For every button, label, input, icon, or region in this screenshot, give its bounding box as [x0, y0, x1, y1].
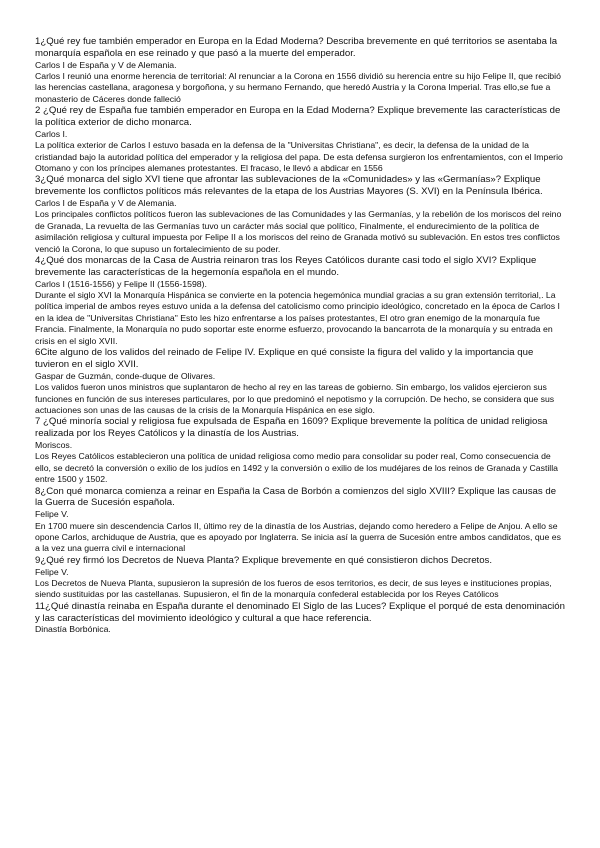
answer-body-2: La política exterior de Carlos I estuvo basada en la defensa de la "Universitas Christiana", es decir, la defensa de la unidad de la cristiandad bajo la autoridad política del emperador y la religiosa del papa. De esta defensa surgieron los enfrentamientos, con el Imperio Otomano y con los príncipes alemanes protestantes. El fracaso, le llevó a abdicar en 1556	[35, 140, 563, 174]
question-4: 4¿Qué dos monarcas de la Casa de Austria reinaron tras los Reyes Católicos durante casi todo el siglo XVI? Explique brevemente las características de la hegemonía española en el mundo.	[35, 255, 537, 278]
answer-body-9: Los Decretos de Nueva Planta, supusieron la supresión de los fueros de esos territorios, es decir, de sus leyes e instituciones propias, siendo sustituidas por las castellanas. Supusieron, el fin de la monarquía confederal establecida por los Reyes Católicos	[35, 577, 552, 600]
qa-item-8	[35, 486, 566, 555]
question-9: 9¿Qué rey firmó los Decretos de Nueva Planta? Explique brevemente en qué consistieron dichos Decretos.	[35, 554, 493, 566]
answer-head-2: Carlos I.	[35, 128, 68, 139]
question-3: 3¿Qué monarca del siglo XVI tiene que afrontar las sublevaciones de la «Comunidades» y las «Germanías»? Explique brevemente los conflictos políticos más relevantes de la etapa de los Austrias Mayores (S. XVI) en la Península Ibérica.	[35, 174, 543, 198]
answer-body-8: En 1700 muere sin descendencia Carlos II, último rey de la dinastía de los Austrias, dejando como heredero a Felipe de Anjou. A ello se opone Carlos, archiduque de Austria, que es apoyado por Inglaterra. Se inicia así la guerra de Sucesión entre ambos candidatos, que es a la vez una guerra civil e internacional	[35, 520, 561, 554]
qa-item-2	[35, 105, 566, 174]
answer-body-1: Carlos I reunió una enorme herencia de territorial: Al renunciar a la Corona en 1556 dividió su herencia entre su hijo Felipe II, que recibió las herencias castellana, aragonesa y borgoñona, y su hermano Fernando, que heredó Austria y la Corona Imperial. Tras ello,se fue a monasterio de Cáceres donde falleció	[35, 71, 561, 104]
qa-item-11	[35, 601, 566, 636]
qa-item-3	[35, 174, 566, 255]
question-6: 6Cite alguno de los validos del reinado de Felipe IV. Explique en qué consiste la figura del valido y la importancia que tuvieron en el siglo XVII.	[35, 347, 534, 370]
question-2: 2 ¿Qué rey de España fue también emperador en Europa en la Edad Moderna? Explique brevemente las características de la política exterior de dicho monarca.	[35, 105, 561, 129]
answer-head-7: Moriscos.	[35, 439, 73, 450]
question-8: 8¿Con qué monarca comienza a reinar en España la Casa de Borbón a comienzos del siglo XVIII? Explique las causas de la Guerra de Sucesión española.	[35, 485, 557, 509]
answer-head-1: Carlos I de España y V de Alemania.	[35, 59, 177, 70]
answer-head-4: Carlos I (1516-1556) y Felipe II (1556-1598).	[35, 278, 207, 289]
question-7: 7 ¿Qué minoría social y religiosa fue expulsada de España en 1609? Explique brevemente la política de unidad religiosa realizada por los Reyes Católicos y la dinastía de los Austrias.	[35, 416, 548, 440]
qa-item-6	[35, 347, 566, 416]
answer-body-6: Los validos fueron unos ministros que suplantaron de hecho al rey en las tareas de gobierno. Sin embargo, los validos ejercieron sus funciones en función de sus intereses particulares, por lo que predominó el nepotismo y la corrupción. De hecho, se considera que sus actuaciones son unas de las causas de la crisis de la Monarquía Hispánica en ese siglo.	[35, 382, 555, 415]
answer-head-9: Felipe V.	[35, 566, 69, 577]
answer-body-7: Los Reyes Católicos establecieron una política de unidad religiosa como medio para consolidar su poder real, Como consecuencia de ello, se decretó la conversión o exilio de los judíos en 1492 y la conversión o exilio de los mudéjares de los reinos de Granada y Castilla entre 1500 y 1502.	[35, 451, 558, 485]
qa-item-7	[35, 416, 566, 485]
answer-body-3: Los principales conflictos políticos fueron las sublevaciones de las Comunidades y las Germanías, y la rebelión de los moriscos del reino de Granada, La revuelta de las Germanías tuvo un carácter más social que político, Finalmente, el endurecimiento de la política de asimilación religiosa y cultural impuesta por Felipe II a los moriscos del reino de Granada motivó su sublevación. En estos tres conflictos venció la Corona, lo que supuso un fortalecimiento de su poder.	[35, 209, 562, 254]
question-1: 1¿Qué rey fue también emperador en Europa en la Edad Moderna? Describa brevemente en qué territorios se asentaba la monarquía española en ese reinado y que pasó a la muerte del emperador.	[35, 36, 558, 59]
qa-item-9	[35, 555, 566, 601]
qa-item-4	[35, 255, 566, 347]
answer-head-11: Dinastía Borbónica.	[35, 624, 111, 635]
answer-head-6: Gaspar de Guzmán, conde-duque de Olivares.	[35, 370, 216, 381]
answer-body-4: Durante el siglo XVI la Monarquía Hispánica se convierte en la potencia hegemónica mundial gracias a su gran extensión territorial,. La política imperial de ambos reyes estuvo unida a la defensa del catolicismo como principio ideológico, concretado en la época de Carlos I en la idea de "Universitas Christiana" Esto les hizo enfrentarse a los países protestantes, El otro gran enemigo de la monarquía fue Francia. Finalmente, la Monarquía no pudo soportar este enorme esfuerzo, provocando la bancarrota de la monarquía y su entrada en crisis en el siglo XVII.	[35, 290, 560, 346]
question-11: 11¿Qué dinastía reinaba en España durante el denominado El Siglo de las Luces? Explique el porqué de esta denominación y las características del movimiento ideológico y cultural a que hace referencia.	[35, 600, 565, 624]
answer-head-3: Carlos I de España y V de Alemania.	[35, 198, 177, 209]
answer-head-8: Felipe V.	[35, 509, 69, 520]
qa-item-1	[35, 36, 566, 105]
